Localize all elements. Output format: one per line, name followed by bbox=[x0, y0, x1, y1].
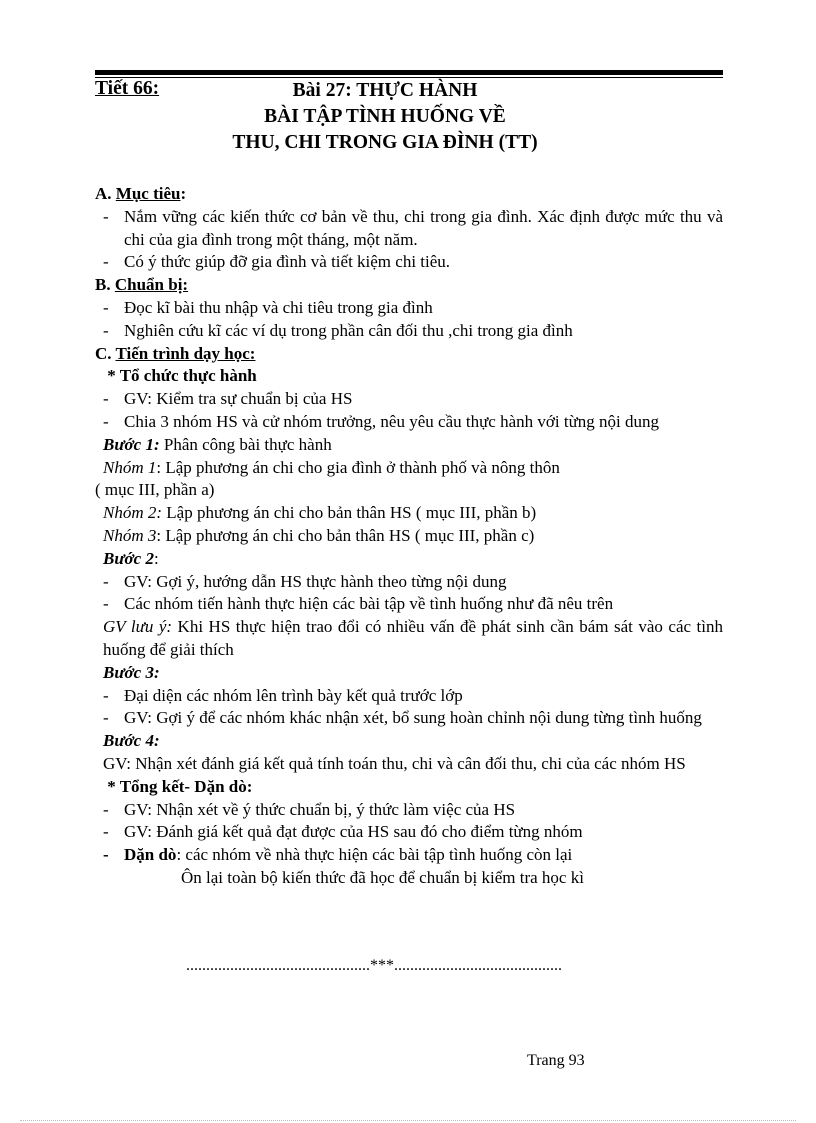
section-c-heading: C. Tiến trình dạy học: bbox=[95, 343, 256, 363]
list-item: - Nghiên cứu kĩ các ví dụ trong phần cân đối thu ,chi trong gia đình bbox=[103, 320, 573, 340]
lesson-body bbox=[95, 183, 723, 890]
lesson-titles bbox=[95, 78, 675, 156]
group-3: Nhóm 3: Lập phương án chi cho bản thân HS ( mục III, phần c) bbox=[103, 525, 535, 545]
step-4: Bước 4: bbox=[103, 731, 160, 751]
step-2: Bước 2: bbox=[103, 548, 159, 568]
title-line-3: THU, CHI TRONG GIA ĐÌNH (TT) bbox=[232, 132, 538, 153]
teacher-note: GV lưu ý: Khi HS thực hiện trao đổi có nhiều vấn đề phát sinh cần bám sát vào các tình huống để giải thích bbox=[103, 617, 723, 659]
title-line-1: Bài 27: THỰC HÀNH bbox=[292, 80, 478, 101]
list-item: - Chia 3 nhóm HS và cử nhóm trưởng, nêu yêu cầu thực hành với từng nội dung bbox=[103, 411, 660, 431]
list-item: - Nắm vững các kiến thức cơ bản về thu, chi trong gia đình. Xác định được mức thu và chi của gia đình trong một tháng, một năm. bbox=[103, 206, 723, 249]
page-number: Trang 93 bbox=[527, 1052, 585, 1069]
list-item: - Đọc kĩ bài thu nhập và chi tiêu trong gia đình bbox=[103, 297, 433, 317]
list-item: - Có ý thức giúp đỡ gia đình và tiết kiệm chi tiêu. bbox=[103, 252, 451, 272]
section-a-heading: A. Mục tiêu: bbox=[95, 184, 187, 203]
title-line-2: BÀI TẬP TÌNH HUỐNG VỀ bbox=[264, 106, 506, 127]
summary-heading: * Tổng kết- Dặn dò: bbox=[103, 776, 253, 796]
homework-line-2: Ôn lại toàn bộ kiến thức đã học để chuẩn bị kiểm tra học kì bbox=[181, 867, 584, 887]
group-1: Nhóm 1: Lập phương án chi cho gia đình ở thành phố và nông thôn bbox=[103, 457, 560, 477]
group-1-continuation: ( mục III, phần a) bbox=[95, 480, 215, 500]
step-3: Bước 3: bbox=[103, 662, 160, 682]
step-1: Bước 1: Phân công bài thực hành bbox=[103, 434, 332, 454]
step-4-text: GV: Nhận xét đánh giá kết quả tính toán thu, chi và cân đối thu, chi của các nhóm HS bbox=[103, 753, 686, 773]
list-item: - Đại diện các nhóm lên trình bày kết quả trước lớp bbox=[103, 685, 463, 705]
practice-heading: * Tổ chức thực hành bbox=[103, 366, 257, 386]
footer-divider bbox=[20, 1120, 796, 1121]
lesson-number: Tiết 66: bbox=[95, 78, 160, 99]
list-item: - GV: Nhận xét về ý thức chuẩn bị, ý thức làm việc của HS bbox=[103, 799, 516, 819]
top-rule bbox=[95, 70, 723, 75]
list-item: - GV: Gợi ý, hướng dẫn HS thực hành theo từng nội dung bbox=[103, 571, 507, 591]
list-item: - Các nhóm tiến hành thực hiện các bài tập về tình huống như đã nêu trên bbox=[103, 594, 614, 614]
list-item: - GV: Đánh giá kết quả đạt được của HS sau đó cho điểm từng nhóm bbox=[103, 822, 583, 842]
list-item: - GV: Kiểm tra sự chuẩn bị của HS bbox=[103, 389, 353, 409]
end-separator: ..............................................***.......................................... bbox=[186, 957, 562, 974]
section-b-heading: B. Chuẩn bị: bbox=[95, 275, 189, 295]
list-item: - GV: Gợi ý để các nhóm khác nhận xét, bổ sung hoàn chỉnh nội dung từng tình huống bbox=[103, 708, 702, 728]
homework-item: - Dặn dò: các nhóm về nhà thực hiện các bài tập tình huống còn lại bbox=[103, 845, 573, 865]
group-2: Nhóm 2: Lập phương án chi cho bản thân HS ( mục III, phần b) bbox=[103, 503, 537, 523]
